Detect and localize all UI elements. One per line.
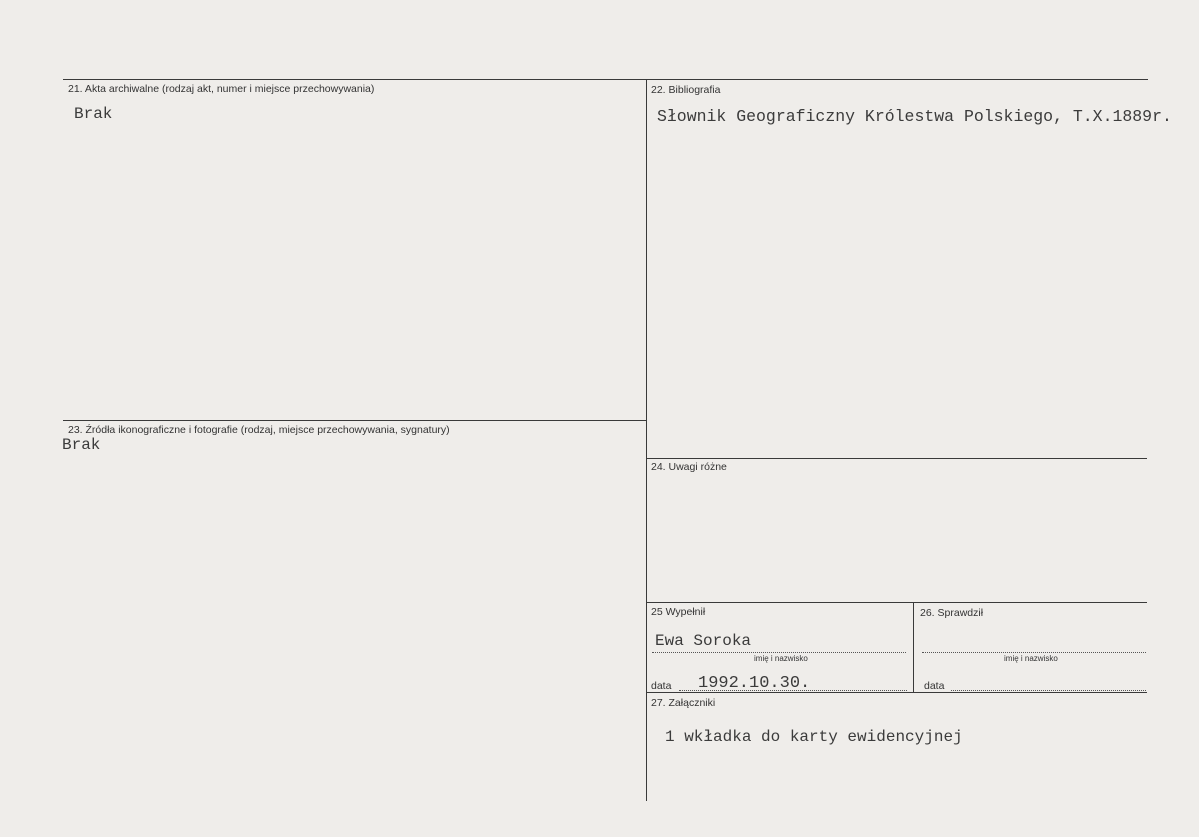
field-25-name-line — [652, 652, 906, 653]
section-25-26-divider — [913, 602, 914, 692]
section-25-rule — [646, 602, 1147, 603]
field-25-label: 25 Wypełnił — [651, 606, 706, 618]
field-21-value[interactable]: Brak — [74, 105, 113, 123]
field-22-label: 22. Bibliografia — [651, 84, 721, 96]
field-23-label: 23. Źródła ikonograficzne i fotografie (rodzaj, miejsce przechowywania, sygnatury) — [68, 424, 450, 436]
field-26-date-line — [951, 690, 1146, 691]
field-25-name-value[interactable]: Ewa Soroka — [655, 632, 752, 650]
field-26-name-line — [922, 652, 1146, 653]
field-26-name-caption: imię i nazwisko — [1004, 654, 1058, 663]
field-27-label: 27. Załączniki — [651, 697, 716, 709]
field-25-date-value[interactable]: 1992.10.30. — [698, 674, 811, 693]
field-21-label: 21. Akta archiwalne (rodzaj akt, numer i miejsce przechowywania) — [68, 83, 375, 95]
field-25-name-caption: imię i nazwisko — [754, 654, 808, 663]
section-23-rule — [63, 420, 646, 421]
top-rule — [63, 79, 1148, 80]
field-24-label: 24. Uwagi różne — [651, 461, 727, 473]
section-24-rule — [646, 458, 1147, 459]
field-26-date-label: data — [924, 680, 945, 692]
field-23-value[interactable]: Brak — [62, 436, 101, 454]
field-25-date-label: data — [651, 680, 672, 692]
field-26-label: 26. Sprawdził — [920, 607, 984, 619]
field-22-value[interactable]: Słownik Geograficzny Królestwa Polskiego, T.X.1889r. — [657, 107, 1172, 126]
field-27-value[interactable]: 1 wkładka do karty ewidencyjnej — [665, 728, 963, 746]
